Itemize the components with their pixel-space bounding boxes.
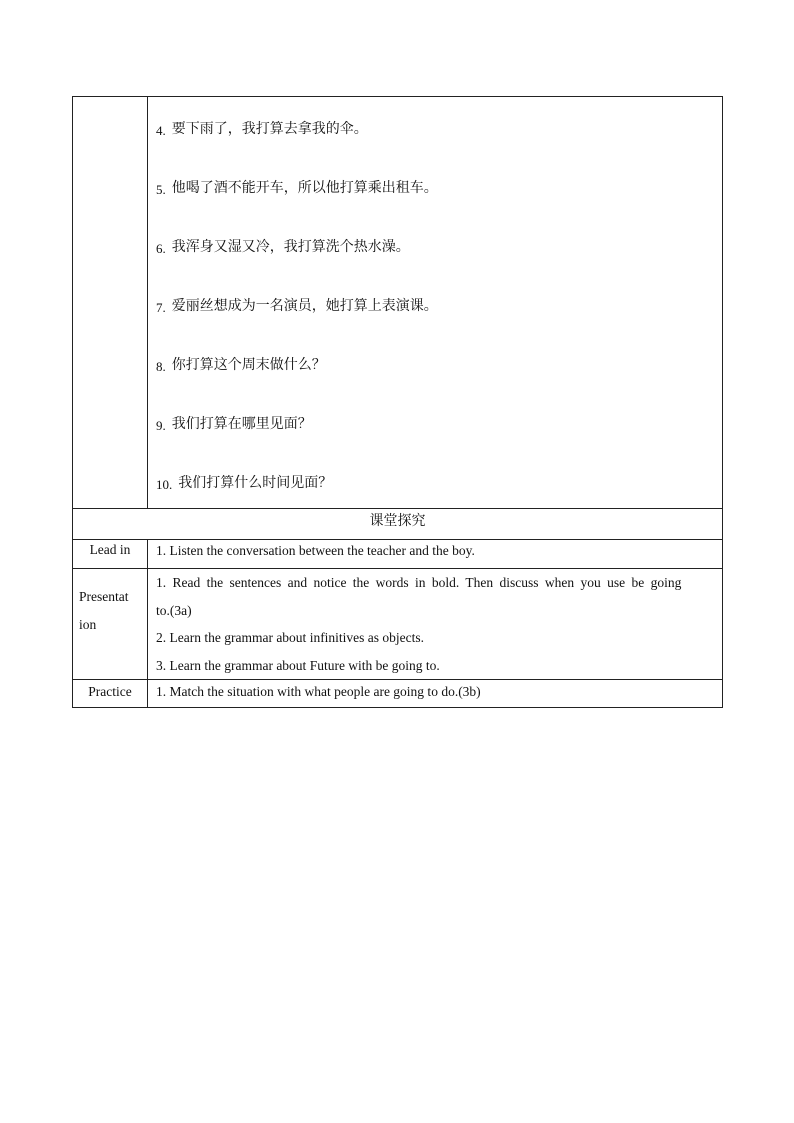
lead-in-label: Lead in (73, 540, 148, 569)
section-header-row (73, 509, 723, 540)
presentation-label-line1: Presentat (79, 589, 129, 604)
spacer (79, 569, 147, 583)
sentence-item: 8. 你打算这个周末做什么？ (156, 357, 326, 374)
presentation-label-line2: ion (79, 617, 97, 632)
practice-row (73, 680, 723, 708)
presentation-item: 2. Learn the grammar about infinitives as objects. (156, 630, 425, 645)
practice-content (148, 680, 723, 708)
presentation-item: 3. Learn the grammar about Future with be going to. (156, 657, 440, 673)
lead-in-item: 1. Listen the conversation between the teacher and the boy. (156, 543, 475, 558)
practice-label (73, 680, 148, 708)
practice-label-text: Practice (88, 684, 132, 699)
practice-item: 1. Match the situation with what people are going to do.(3b) (156, 684, 481, 699)
lead-in-content (148, 540, 723, 569)
empty-label-cell (73, 97, 148, 509)
presentation-label (73, 569, 148, 680)
presentation-item: to.(3a) (156, 602, 192, 618)
sentence-item: 10. 我们打算什么时间见面？ (156, 475, 333, 492)
sentence-item: 6. 我浑身又湿又冷，我打算洗个热水澡。 (156, 239, 410, 256)
sentence-item: 4. 要下雨了，我打算去拿我的伞。 (156, 121, 368, 138)
presentation-content (148, 569, 723, 680)
sentence-item: 7. 爱丽丝想成为一名演员，她打算上表演课。 (156, 298, 438, 315)
sentence-item: 9. 我们打算在哪里见面？ (156, 416, 312, 433)
presentation-item: 1. Read the sentences and notice the words in bold. Then discuss when you use be going (156, 575, 682, 590)
translation-row (73, 97, 723, 509)
translation-sentences-cell (148, 97, 723, 509)
lead-in-row (73, 540, 723, 569)
lesson-plan-table (72, 96, 723, 708)
section-title: 课堂探究 (73, 509, 723, 540)
presentation-row (73, 569, 723, 680)
sentence-item: 5. 他喝了酒不能开车，所以他打算乘出租车。 (156, 180, 438, 197)
